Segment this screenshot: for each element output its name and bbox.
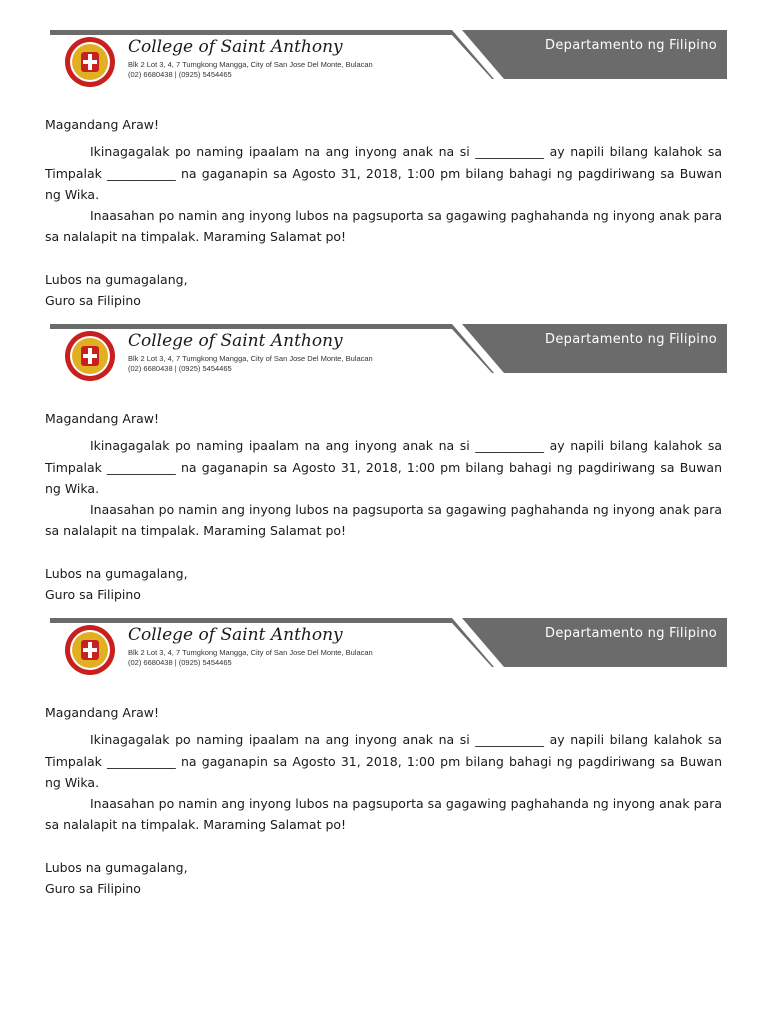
paragraph-1: Ikinagagalak po naming ipaalam na ang inyong anak na si ___________ ay napili bilang kalahok sa Timpalak ___________ na gaganapin sa Agosto 31, 2018, 1:00 pm bilang bahagi ng pagdiriwang sa Buwan ng Wika.	[45, 732, 722, 790]
paragraph-2: Inaasahan po namin ang inyong lubos na pagsuporta sa gagawing paghahanda ng inyong anak para sa nalalapit na timpalak. Maraming Salamat po!	[45, 502, 722, 539]
school-seal-icon	[64, 36, 116, 88]
department-name: Departamento ng Filipino	[545, 332, 717, 347]
greeting: Magandang Araw!	[45, 411, 159, 426]
signature: Guro sa Filipino	[45, 293, 141, 309]
greeting: Magandang Araw!	[45, 117, 159, 132]
paragraph-2: Inaasahan po namin ang inyong lubos na pagsuporta sa gagawing paghahanda ng inyong anak para sa nalalapit na timpalak. Maraming Salamat po!	[45, 208, 722, 245]
greeting: Magandang Araw!	[45, 705, 159, 720]
closing: Lubos na gumagalang,	[45, 272, 188, 288]
school-phones: (02) 6680438 | (0925) 5454465	[128, 70, 232, 79]
school-address: Blk 2 Lot 3, 4, 7 Tumgkong Mangga, City of San Jose Del Monte, Bulacan	[128, 648, 373, 657]
paragraph-1: Ikinagagalak po naming ipaalam na ang inyong anak na si ___________ ay napili bilang kalahok sa Timpalak ___________ na gaganapin sa Agosto 31, 2018, 1:00 pm bilang bahagi ng pagdiriwang sa Buwan ng Wika.	[45, 144, 722, 202]
school-name: College of Saint Anthony	[128, 331, 343, 351]
department-name: Departamento ng Filipino	[545, 38, 717, 53]
school-name: College of Saint Anthony	[128, 625, 343, 645]
school-seal-icon	[64, 624, 116, 676]
school-phones: (02) 6680438 | (0925) 5454465	[128, 364, 232, 373]
department-name: Departamento ng Filipino	[545, 626, 717, 641]
letter-3	[0, 618, 768, 912]
school-phones: (02) 6680438 | (0925) 5454465	[128, 658, 232, 667]
letterhead	[50, 618, 727, 674]
school-address: Blk 2 Lot 3, 4, 7 Tumgkong Mangga, City of San Jose Del Monte, Bulacan	[128, 354, 373, 363]
signature: Guro sa Filipino	[45, 587, 141, 603]
closing: Lubos na gumagalang,	[45, 566, 188, 582]
letterhead	[50, 30, 727, 86]
letter-body	[45, 408, 722, 606]
letter-body	[45, 114, 722, 312]
paragraph-2: Inaasahan po namin ang inyong lubos na pagsuporta sa gagawing paghahanda ng inyong anak para sa nalalapit na timpalak. Maraming Salamat po!	[45, 796, 722, 833]
letterhead	[50, 324, 727, 380]
letter-1	[0, 30, 768, 324]
school-seal-icon	[64, 330, 116, 382]
school-name: College of Saint Anthony	[128, 37, 343, 57]
letter-body	[45, 702, 722, 900]
paragraph-1: Ikinagagalak po naming ipaalam na ang inyong anak na si ___________ ay napili bilang kalahok sa Timpalak ___________ na gaganapin sa Agosto 31, 2018, 1:00 pm bilang bahagi ng pagdiriwang sa Buwan ng Wika.	[45, 438, 722, 496]
closing: Lubos na gumagalang,	[45, 860, 188, 876]
letter-2	[0, 324, 768, 618]
school-address: Blk 2 Lot 3, 4, 7 Tumgkong Mangga, City of San Jose Del Monte, Bulacan	[128, 60, 373, 69]
signature: Guro sa Filipino	[45, 881, 141, 897]
